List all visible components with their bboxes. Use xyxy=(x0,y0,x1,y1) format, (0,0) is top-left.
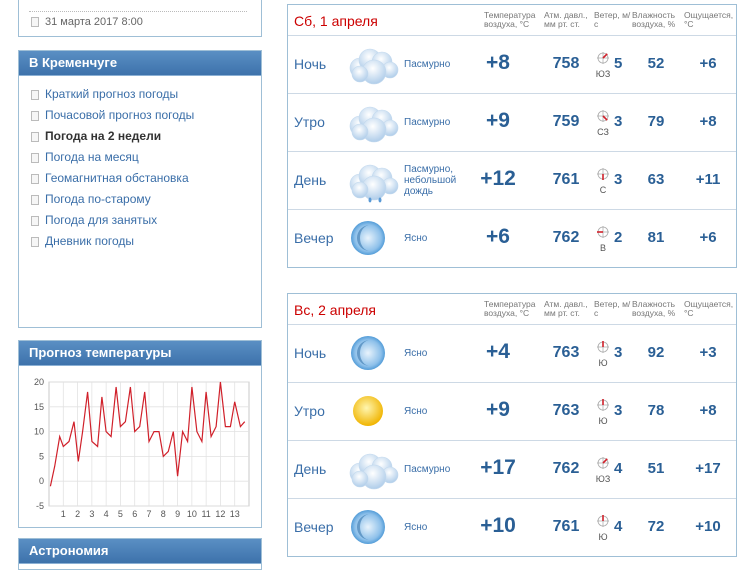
astronomy-header[interactable]: Астрономия xyxy=(19,539,261,564)
humidity-value: 81 xyxy=(647,229,665,246)
pressure-value: 759 xyxy=(552,113,580,130)
temperature-header: Прогноз температуры xyxy=(19,341,261,366)
pressure-value: 761 xyxy=(552,518,580,535)
menu-item-label: Погода по-старому xyxy=(45,192,151,206)
condition-text: Ясно xyxy=(404,406,428,417)
time-of-day: Утро xyxy=(294,403,325,419)
y-tick-label: -5 xyxy=(35,501,44,511)
x-tick-label: 3 xyxy=(89,509,95,519)
wind-rose-icon xyxy=(596,514,610,528)
column-header: Атм. давл., мм рт. ст. xyxy=(544,299,588,318)
feels-like-value: +17 xyxy=(695,460,721,477)
x-tick-label: 6 xyxy=(132,509,138,519)
menu-item-label: Геомагнитная обстановка xyxy=(45,171,189,185)
x-tick-label: 7 xyxy=(146,509,152,519)
astronomy-box xyxy=(18,538,262,570)
update-date xyxy=(31,16,143,28)
bullet-icon xyxy=(31,216,39,226)
wind-direction: ЮЗ xyxy=(595,69,611,79)
column-header: Температура воздуха, °С xyxy=(484,10,536,29)
wind-direction: ЮЗ xyxy=(595,474,611,484)
x-tick-label: 10 xyxy=(186,509,197,519)
wind-rose-icon xyxy=(596,340,610,354)
moon-icon xyxy=(346,505,402,551)
time-of-day: Утро xyxy=(294,114,325,130)
rain-cloud-icon xyxy=(346,158,402,204)
menu-item-label: Погода для занятых xyxy=(45,213,158,227)
humidity-value: 51 xyxy=(647,460,665,477)
time-of-day: День xyxy=(294,461,327,477)
cloud-icon xyxy=(346,447,402,493)
menu-item-label: Погода на месяц xyxy=(45,150,139,164)
y-tick-label: 5 xyxy=(38,451,44,462)
x-tick-label: 1 xyxy=(60,509,66,519)
wind-direction: Ю xyxy=(598,358,608,368)
temperature-forecast-box xyxy=(18,340,262,528)
bullet-icon xyxy=(31,90,39,100)
divider xyxy=(29,11,247,12)
column-header: Влажность воздуха, % xyxy=(632,299,676,318)
time-of-day: Ночь xyxy=(294,56,327,72)
humidity-value: 78 xyxy=(647,402,665,419)
feels-like-value: +11 xyxy=(695,171,721,188)
x-tick-label: 5 xyxy=(117,509,123,519)
x-tick-label: 4 xyxy=(103,509,109,519)
wind-direction: В xyxy=(599,243,606,253)
condition-text: Пасмурно xyxy=(404,117,451,128)
menu-item-month[interactable] xyxy=(31,147,261,168)
feels-like-value: +10 xyxy=(695,518,721,535)
moon-icon xyxy=(346,331,402,377)
temperature-value: +9 xyxy=(486,109,510,132)
y-tick-label: 0 xyxy=(38,476,44,487)
feels-like-value: +6 xyxy=(699,229,717,246)
condition-text: Пасмурно xyxy=(404,59,451,70)
forecast-row xyxy=(288,441,736,499)
moon-icon xyxy=(346,216,402,262)
menu-item-short-forecast[interactable] xyxy=(31,84,261,105)
column-header: Атм. давл., мм рт. ст. xyxy=(544,10,588,29)
date-box xyxy=(18,0,262,37)
condition-text: Ясно xyxy=(404,522,428,533)
temperature-value: +17 xyxy=(480,456,516,479)
city-menu xyxy=(19,84,261,252)
y-tick-label: 10 xyxy=(33,426,44,437)
column-header: Ветер, м/с xyxy=(594,299,631,318)
pressure-value: 762 xyxy=(552,460,580,477)
day-forecast-1 xyxy=(287,4,737,268)
bullet-icon xyxy=(31,17,39,27)
column-header: Ощущается, °С xyxy=(684,299,734,318)
forecast-row xyxy=(288,210,736,267)
x-tick-label: 11 xyxy=(201,509,211,519)
wind-rose-icon xyxy=(596,225,610,239)
bullet-icon xyxy=(31,111,39,121)
wind-rose-icon xyxy=(596,456,610,470)
forecast-row xyxy=(288,499,736,556)
wind-speed: 4 xyxy=(614,518,623,535)
humidity-value: 63 xyxy=(647,171,665,188)
condition-text: Пасмурно xyxy=(404,464,451,475)
wind-speed: 3 xyxy=(614,113,623,130)
pressure-value: 762 xyxy=(552,229,580,246)
wind-speed: 5 xyxy=(614,55,623,72)
update-date-text: 31 марта 2017 8:00 xyxy=(45,16,143,28)
wind-rose-icon xyxy=(596,109,610,123)
temperature-value: +8 xyxy=(486,51,510,74)
wind-speed: 2 xyxy=(614,229,623,246)
feels-like-value: +6 xyxy=(699,55,717,72)
condition-text: Пасмурно, небольшой дождь xyxy=(404,164,457,197)
bullet-icon xyxy=(31,237,39,247)
feels-like-value: +3 xyxy=(699,344,717,361)
temperature-value: +12 xyxy=(480,167,516,190)
x-tick-label: 2 xyxy=(75,509,81,519)
wind-rose-icon xyxy=(596,167,610,181)
pressure-value: 763 xyxy=(552,344,580,361)
time-of-day: Вечер xyxy=(294,230,334,246)
condition-text: Ясно xyxy=(404,348,428,359)
day-header xyxy=(288,5,736,36)
column-header: Ветер, м/с xyxy=(594,10,631,29)
wind-rose-icon xyxy=(596,51,610,65)
day-title: Вс, 2 апреля xyxy=(294,302,377,318)
temperature-chart xyxy=(19,366,261,526)
wind-speed: 4 xyxy=(614,460,623,477)
temperature-value: +10 xyxy=(480,514,516,537)
forecast-row xyxy=(288,36,736,94)
condition-text: Ясно xyxy=(404,233,428,244)
pressure-value: 763 xyxy=(552,402,580,419)
day-header xyxy=(288,294,736,325)
sun-icon xyxy=(346,389,402,435)
x-tick-label: 8 xyxy=(160,509,166,519)
bullet-icon xyxy=(31,174,39,184)
menu-item-geomagnetic[interactable] xyxy=(31,168,261,189)
cloud-icon xyxy=(346,100,402,146)
menu-item-label: Погода на 2 недели xyxy=(45,129,162,143)
bullet-icon xyxy=(31,153,39,163)
wind-rose-icon xyxy=(596,398,610,412)
column-header: Ощущается, °С xyxy=(684,10,734,29)
temperature-value: +9 xyxy=(486,398,510,421)
day-title: Сб, 1 апреля xyxy=(294,13,378,29)
time-of-day: Ночь xyxy=(294,345,327,361)
menu-item-old-style[interactable] xyxy=(31,189,261,210)
y-tick-label: 20 xyxy=(33,377,44,387)
bullet-icon xyxy=(31,195,39,205)
wind-speed: 3 xyxy=(614,402,623,419)
menu-item-two-weeks[interactable] xyxy=(31,126,261,147)
forecast-row xyxy=(288,325,736,383)
city-header: В Кременчуге xyxy=(19,51,261,76)
x-tick-label: 12 xyxy=(215,509,226,519)
menu-item-diary[interactable] xyxy=(31,231,261,252)
wind-direction: Ю xyxy=(598,416,608,426)
menu-item-label: Краткий прогноз погоды xyxy=(45,87,179,101)
menu-item-label: Почасовой прогноз погоды xyxy=(45,108,195,122)
city-menu-box xyxy=(18,50,262,328)
feels-like-value: +8 xyxy=(699,402,717,419)
humidity-value: 52 xyxy=(647,55,665,72)
forecast-row xyxy=(288,152,736,210)
menu-item-hourly-forecast[interactable] xyxy=(31,105,261,126)
x-tick-label: 9 xyxy=(175,509,181,519)
wind-direction: СЗ xyxy=(597,127,609,137)
humidity-value: 79 xyxy=(647,113,665,130)
humidity-value: 72 xyxy=(647,518,665,535)
day-forecast-2 xyxy=(287,293,737,557)
bullet-icon xyxy=(31,132,39,142)
time-of-day: Вечер xyxy=(294,519,334,535)
cloud-icon xyxy=(346,42,402,88)
wind-direction: Ю xyxy=(598,532,608,542)
x-tick-label: 13 xyxy=(229,509,240,519)
humidity-value: 92 xyxy=(647,344,665,361)
pressure-value: 761 xyxy=(552,171,580,188)
feels-like-value: +8 xyxy=(699,113,717,130)
menu-item-label: Дневник погоды xyxy=(45,234,135,248)
column-header: Температура воздуха, °С xyxy=(484,299,536,318)
column-header: Влажность воздуха, % xyxy=(632,10,676,29)
pressure-value: 758 xyxy=(552,55,580,72)
wind-speed: 3 xyxy=(614,344,623,361)
time-of-day: День xyxy=(294,172,327,188)
forecast-row xyxy=(288,383,736,441)
temperature-value: +6 xyxy=(486,225,510,248)
menu-item-busy[interactable] xyxy=(31,210,261,231)
wind-direction: С xyxy=(599,185,607,195)
temperature-value: +4 xyxy=(486,340,510,363)
y-tick-label: 15 xyxy=(33,401,44,412)
wind-speed: 3 xyxy=(614,171,623,188)
forecast-row xyxy=(288,94,736,152)
